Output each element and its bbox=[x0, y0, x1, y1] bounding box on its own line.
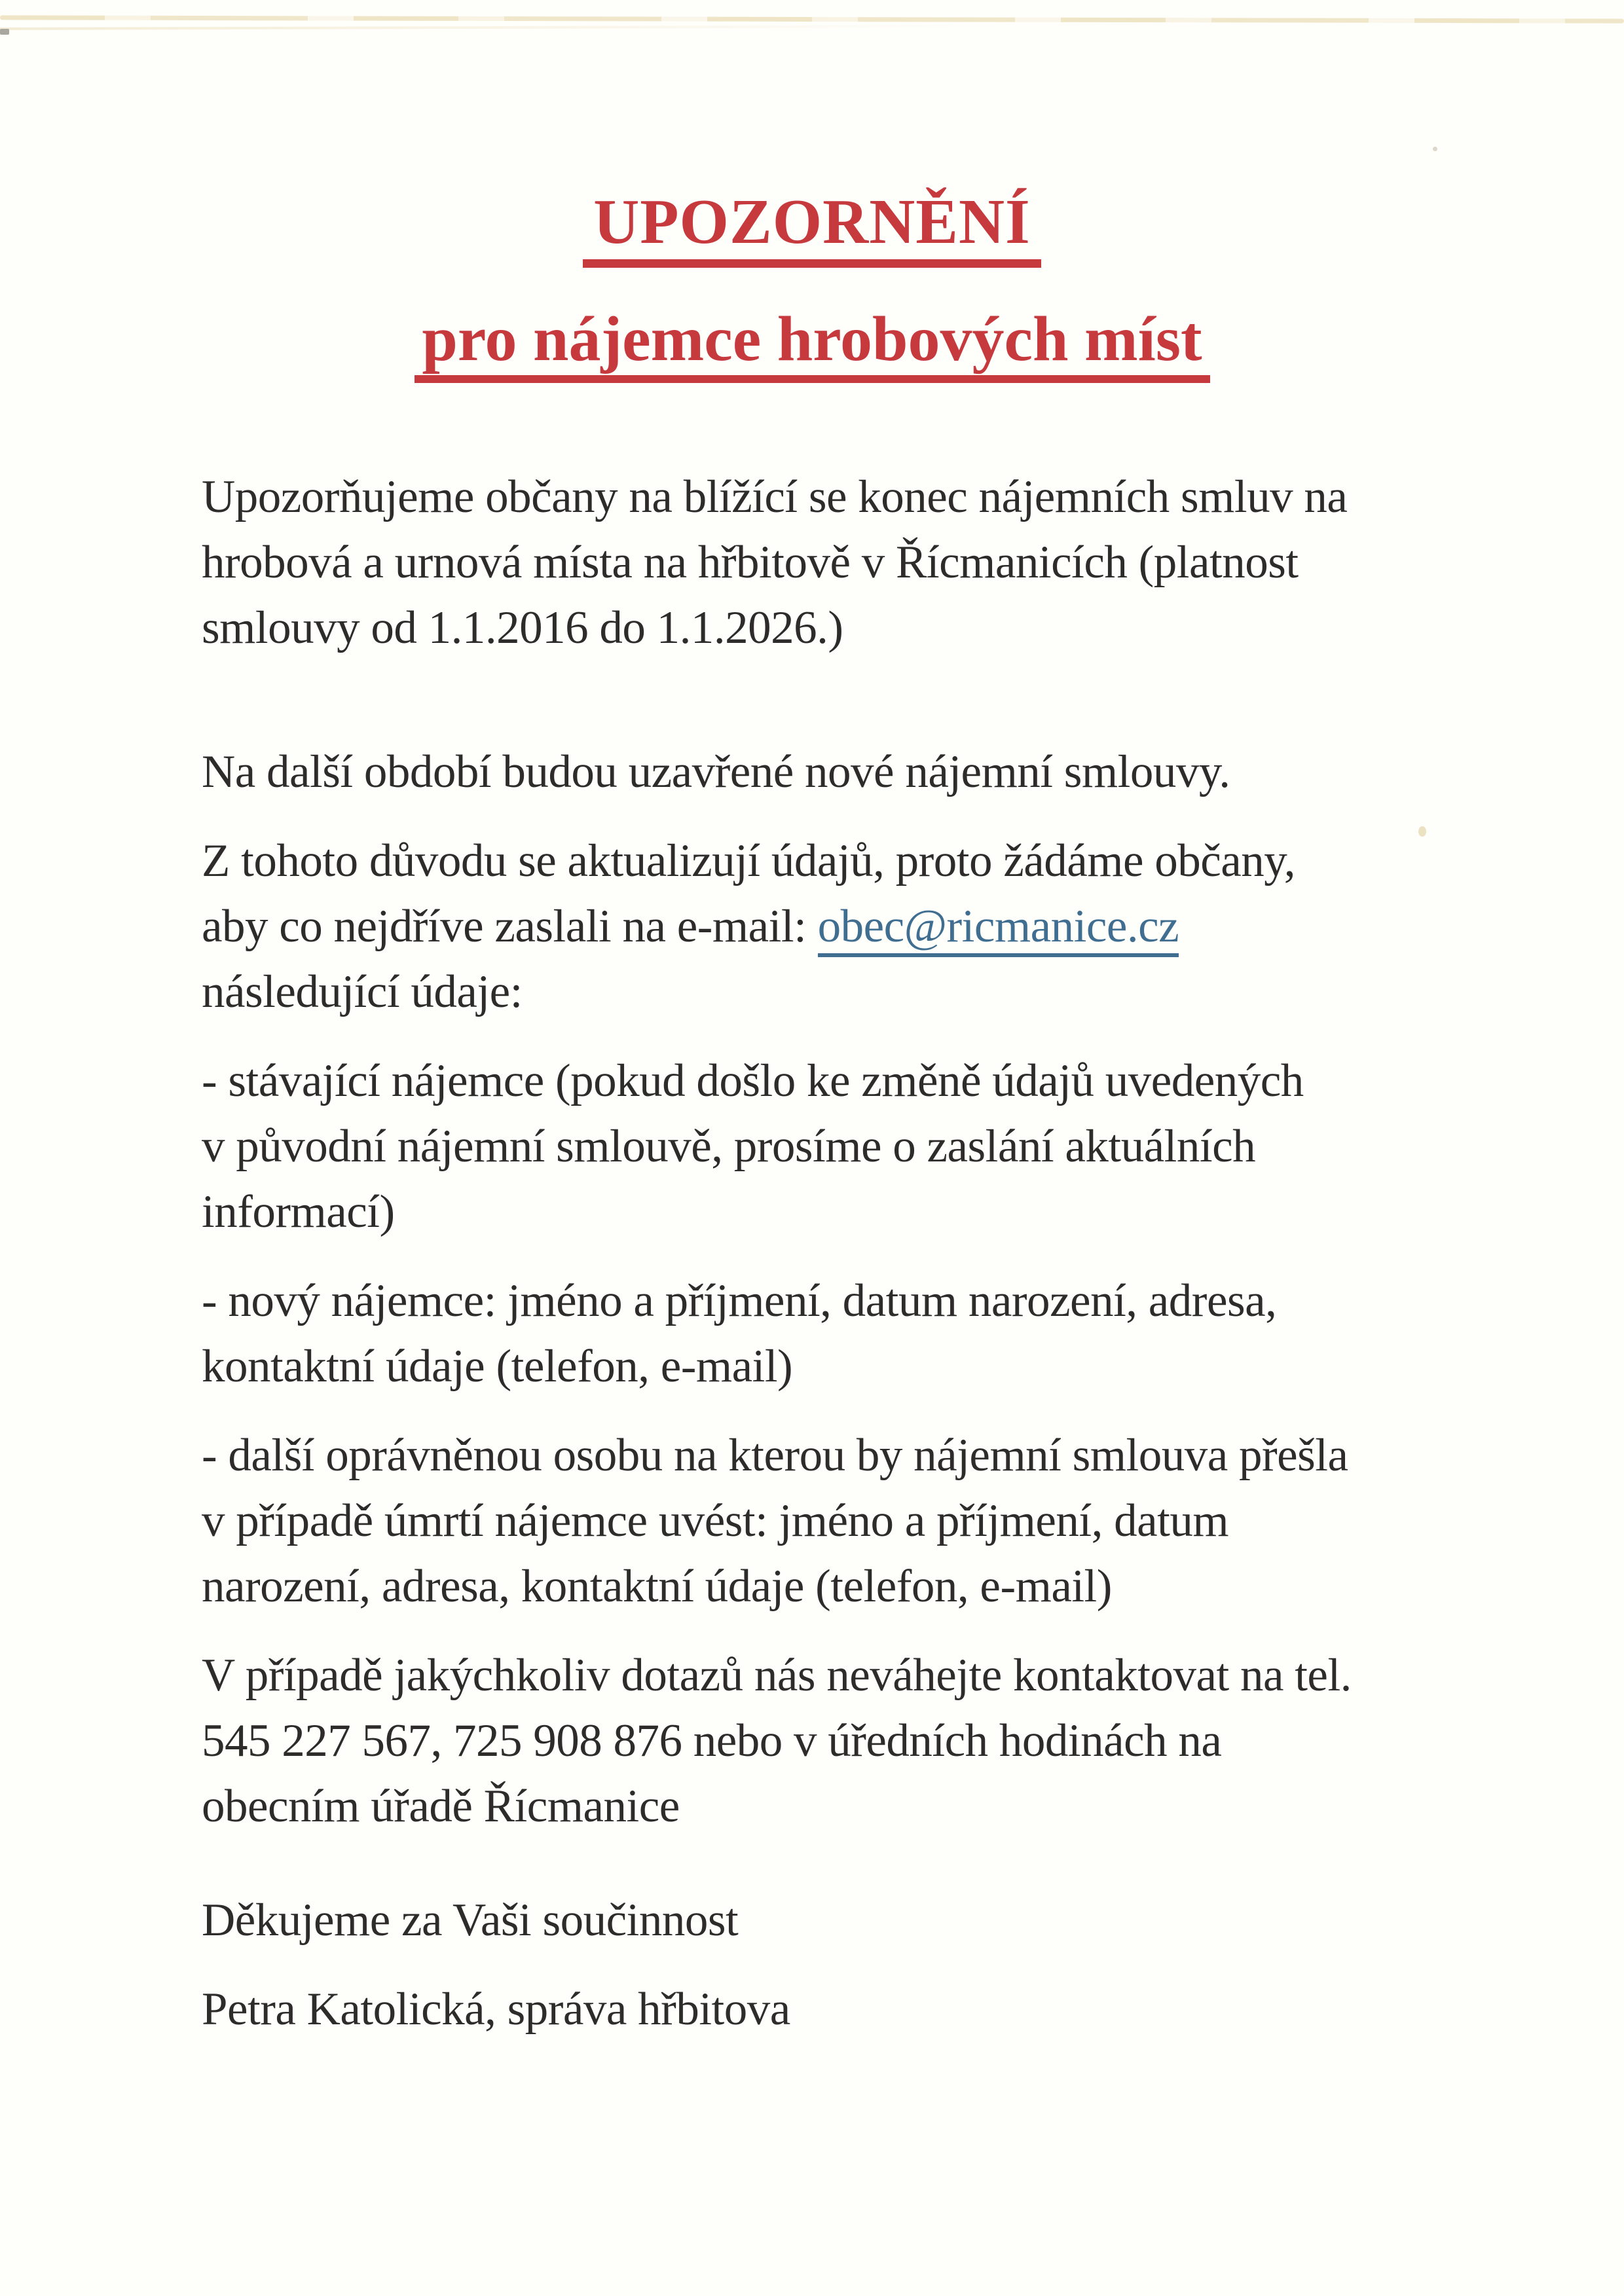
paragraph-current-tenant bbox=[202, 1048, 1467, 1245]
text-line: informací) bbox=[202, 1186, 395, 1237]
text-line: smlouvy od 1.1.2016 do 1.1.2026.) bbox=[202, 602, 843, 653]
text-line: hrobová a urnová místa na hřbitově v Řícmanicích (platnost bbox=[202, 537, 1299, 588]
scan-artifact-left-speck bbox=[0, 29, 9, 35]
paragraph-signature bbox=[202, 1977, 1467, 2042]
text-line: obecním úřadě Řícmanice bbox=[202, 1781, 680, 1832]
document-title: UPOZORNĚNÍ bbox=[593, 187, 1031, 257]
paragraph-authorized-person bbox=[202, 1423, 1467, 1619]
text-line: - nový nájemce: jméno a příjmení, datum narození, adresa, bbox=[202, 1275, 1277, 1326]
text-line: - stávající nájemce (pokud došlo ke změně údajů uvedených bbox=[202, 1055, 1304, 1106]
document-subtitle: pro nájemce hrobových míst bbox=[422, 304, 1202, 374]
document-header bbox=[0, 187, 1624, 383]
text-line: Petra Katolická, správa hřbitova bbox=[202, 1984, 790, 2035]
title-row bbox=[0, 187, 1624, 268]
text-line: Na další období budou uzavřené nové nájemní smlouvy. bbox=[202, 746, 1230, 797]
text-line: Děkujeme za Vaši součinnost bbox=[202, 1895, 739, 1946]
text-line: V případě jakýchkoliv dotazů nás neváhejte kontaktovat na tel. bbox=[202, 1650, 1352, 1701]
subtitle-row bbox=[0, 304, 1624, 383]
subtitle-underline bbox=[415, 375, 1210, 383]
paragraph-new-tenant bbox=[202, 1268, 1467, 1399]
text-line: 545 227 567, 725 908 876 nebo v úředních hodinách na bbox=[202, 1715, 1222, 1766]
text-line: narození, adresa, kontaktní údaje (telefon, e-mail) bbox=[202, 1561, 1112, 1612]
scan-artifact-top-line-secondary bbox=[0, 25, 982, 30]
scan-artifact-top-line bbox=[0, 15, 1624, 23]
text-line: - další oprávněnou osobu na kterou by nájemní smlouva přešla bbox=[202, 1430, 1348, 1481]
text-line: následující údaje: bbox=[202, 966, 523, 1017]
text-line-with-link bbox=[202, 894, 1467, 959]
scan-artifact-dot bbox=[1433, 147, 1437, 151]
text-line: kontaktní údaje (telefon, e-mail) bbox=[202, 1341, 793, 1392]
document-body bbox=[202, 464, 1467, 2042]
text-line: Z tohoto důvodu se aktualizují údajů, proto žádáme občany, bbox=[202, 835, 1295, 886]
paragraph-intro bbox=[202, 464, 1467, 661]
email-label-text: aby co nejdříve zaslali na e-mail: bbox=[202, 901, 818, 952]
text-line: v původní nájemní smlouvě, prosíme o zaslání aktuálních bbox=[202, 1121, 1256, 1172]
email-link[interactable]: obec@ricmanice.cz bbox=[818, 901, 1179, 957]
text-line: Upozorňujeme občany na blížící se konec nájemních smluv na bbox=[202, 471, 1348, 522]
paragraph-new-contracts bbox=[202, 739, 1467, 805]
text-line: v případě úmrtí nájemce uvést: jméno a příjmení, datum bbox=[202, 1495, 1229, 1546]
scan-artifact-dot bbox=[1418, 826, 1426, 837]
paragraph-update-request bbox=[202, 828, 1467, 1025]
paragraph-contact-info bbox=[202, 1643, 1467, 1839]
paragraph-thanks bbox=[202, 1887, 1467, 1953]
title-underline bbox=[583, 259, 1041, 268]
